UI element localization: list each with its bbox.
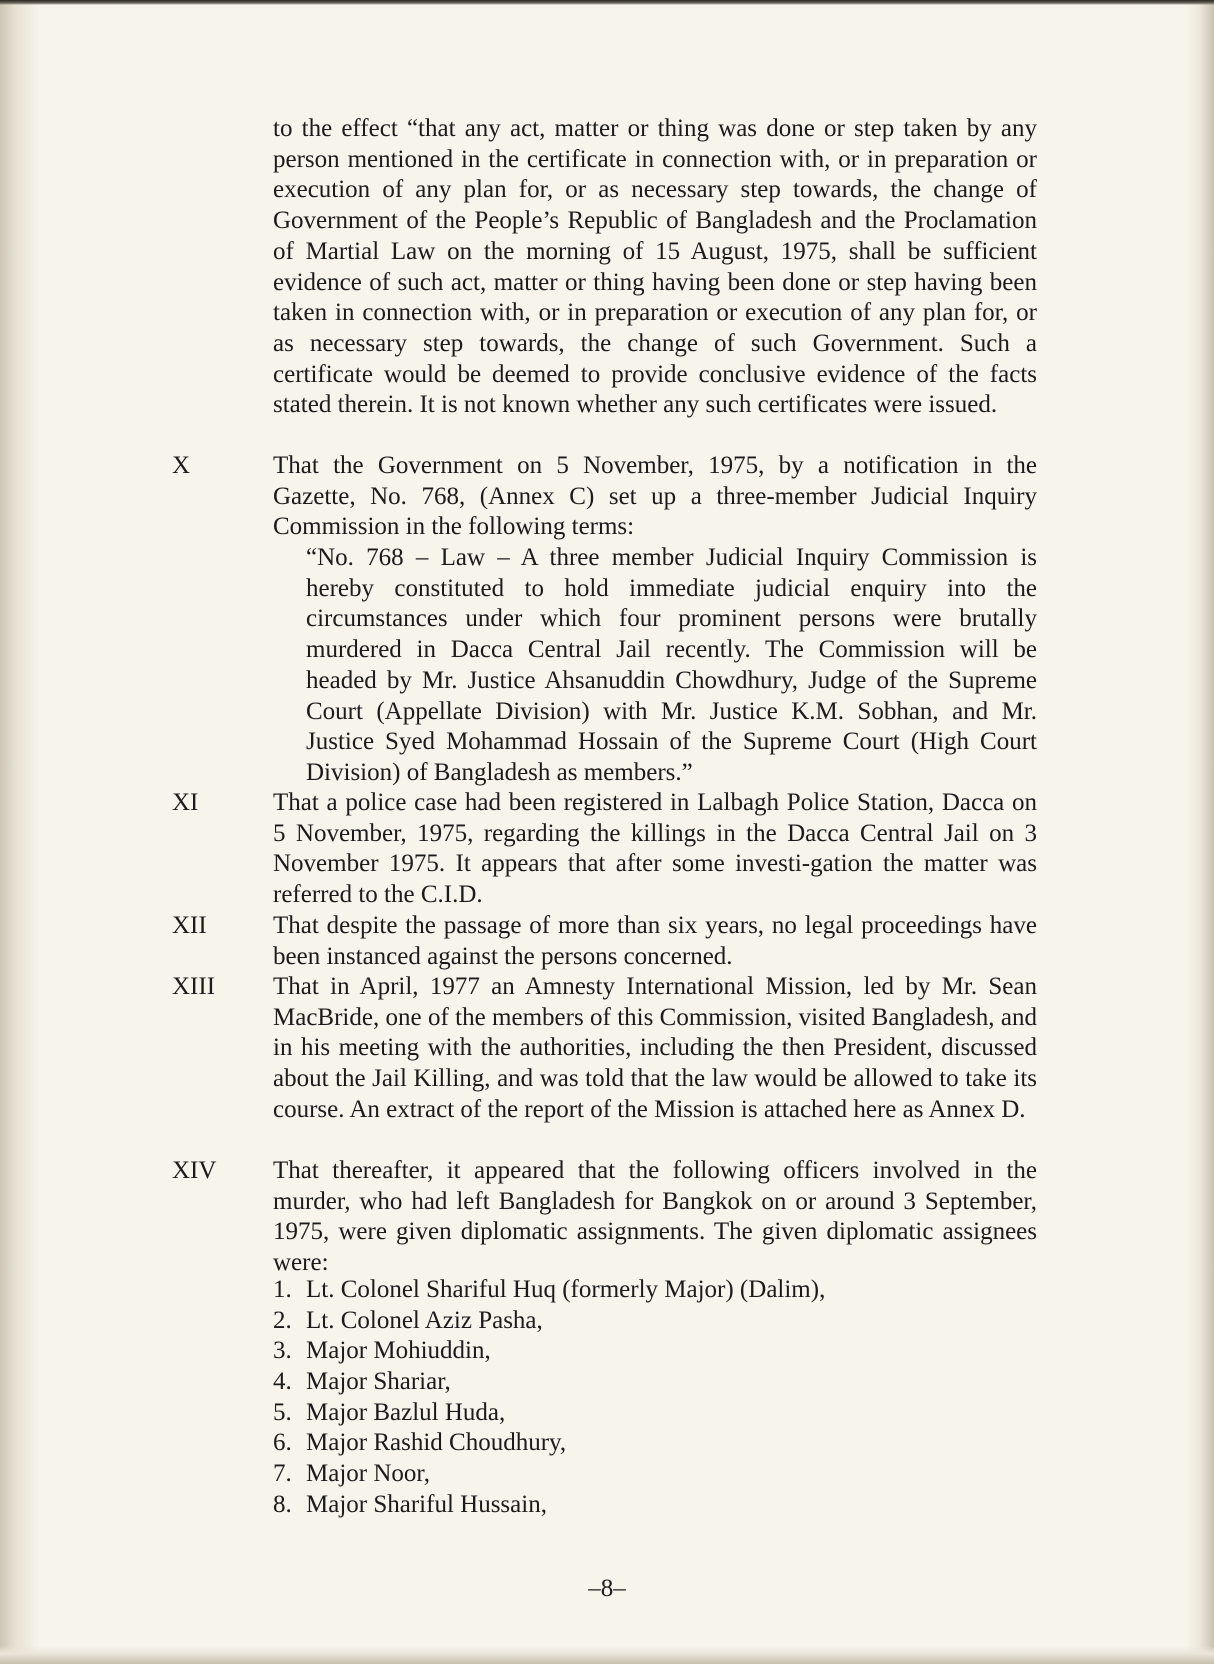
- officer-name: Major Bazlul Huda,: [306, 1398, 506, 1426]
- officer-name: Lt. Colonel Shariful Huq (formerly Major) (Dalim),: [306, 1276, 826, 1303]
- section-text: That despite the passage of more than six years, no legal proceedings have been instanced against the persons concerned.: [273, 912, 1037, 970]
- officer-name: Lt. Colonel Aziz Pasha,: [306, 1306, 543, 1334]
- section-text: That the Government on 5 November, 1975, by a notification in the Gazette, No. 768, (Annex C) set up a three-member Judicial Inquiry Commission in the following terms:: [273, 452, 1037, 541]
- list-index: 7.: [273, 1460, 292, 1488]
- list-index: 8.: [273, 1490, 292, 1518]
- list-index: 3.: [273, 1337, 292, 1365]
- list-index: 2.: [273, 1306, 292, 1334]
- page-number: –8–: [588, 1575, 626, 1602]
- list-item: [273, 1275, 825, 1306]
- officer-name: Major Shariar,: [306, 1368, 451, 1396]
- section-numeral: X: [172, 452, 191, 479]
- list-item: [273, 1398, 825, 1429]
- list-item: [273, 1306, 825, 1337]
- intro-paragraph: to the effect “that any act, matter or thing was done or step taken by any person mentioned in the certificate in connection with, or in preparation or execution of any plan for, or as necessary step towards, the change of Government of the People’s Republic of Bangladesh and the Proclamation of Martial Law on the morning of 15 August, 1975, shall be sufficient evidence of such act, matter or thing having been done or step having been taken in connection with, or in preparation or execution of any plan for, or as necessary step towards, the change of such Government. Such a certificate would be deemed to provide conclusive evidence of the facts stated therein. It is not known whether any such certificates were issued.: [273, 115, 1037, 419]
- section-text: That in April, 1977 an Amnesty International Mission, led by Mr. Sean MacBride, one of the members of this Commission, visited Bangladesh, and in his meeting with the authorities, including the then President, discussed about the Jail Killing, and was told that the law would be allowed to take its course. An extract of the report of the Mission is attached here as Annex D.: [273, 973, 1037, 1123]
- section-numeral: XI: [172, 789, 199, 816]
- list-index: 1.: [273, 1276, 292, 1303]
- list-index: 5.: [273, 1398, 292, 1426]
- list-item: [273, 1459, 825, 1490]
- list-index: 6.: [273, 1429, 292, 1457]
- officer-name: Major Shariful Hussain,: [306, 1490, 547, 1518]
- list-item: [273, 1428, 825, 1459]
- officer-name: Major Mohiuddin,: [306, 1337, 491, 1365]
- section-numeral: XIII: [172, 973, 216, 1000]
- section-text: That a police case had been registered in Lalbagh Police Station, Dacca on 5 November, 1975, regarding the killings in the Dacca Central Jail on 3 November 1975. It appears that after some investi-gation the matter was referred to the C.I.D.: [273, 789, 1037, 909]
- section-numeral: XIV: [172, 1157, 217, 1184]
- section-numeral: XII: [172, 912, 207, 939]
- officer-list: [273, 1275, 825, 1521]
- list-item: [273, 1490, 825, 1521]
- list-item: [273, 1336, 825, 1367]
- page-right-edge: [1186, 0, 1214, 1664]
- gazette-quote: “No. 768 – Law – A three member Judicial Inquiry Commission is hereby constituted to hold immediate judicial enquiry into the circumstances under which four prominent persons were brutally murdered in Dacca Central Jail recently. The Commission will be headed by Mr. Justice Ahsanuddin Chowdhury, Judge of the Supreme Court (Appellate Division) with Mr. Justice K.M. Sobhan, and Mr. Justice Syed Mohammad Hossain of the Supreme Court (High Court Division) of Bangladesh as members.”: [306, 544, 1037, 786]
- officer-name: Major Rashid Choudhury,: [306, 1429, 567, 1457]
- section-text: That thereafter, it appeared that the following officers involved in the murder, who had left Bangladesh for Bangkok on or around 3 September, 1975, were given diplomatic assignments. The given diplomatic assignees were:: [273, 1157, 1037, 1277]
- page-bottom-edge: [0, 1646, 1214, 1664]
- list-index: 4.: [273, 1368, 292, 1396]
- list-item: [273, 1367, 825, 1398]
- officer-name: Major Noor,: [306, 1460, 430, 1488]
